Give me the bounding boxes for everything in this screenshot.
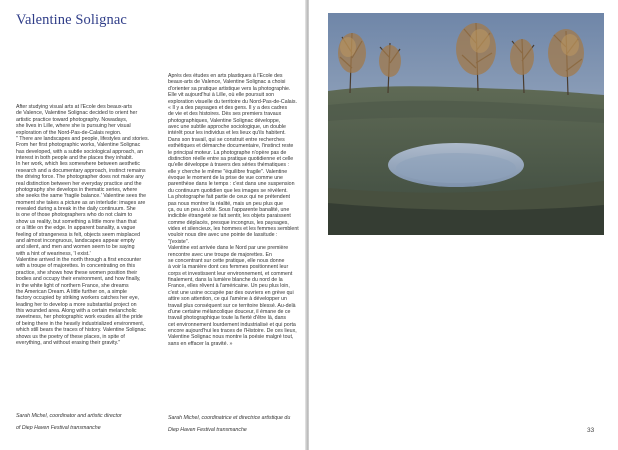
text-line: which still bears the traces of history. Valentine Solignac [16,327,146,334]
text-line: comme déplacés, presque incongrus, les paysages, [168,219,289,226]
text-line: La photographe fait partie de ceux qui ne prétendent [168,194,291,201]
text-line: beaux-arts de Valence, Valentine Solignac a choisi [168,79,286,86]
text-line: corps et investissent leur environnement, et comment [168,270,293,277]
text-line: real distinction between her everyday practice and the [16,180,142,187]
text-line: Dans son travail, qui se construit entre recherches [168,136,285,143]
text-line: travail plus conséquent sur ce territoire blessé. Au-delà [168,302,296,309]
text-line: se concentrant sur cette pratique, elle nous donne [168,257,285,264]
text-line: cet environnement lourdement industrialisé et qui porta [168,321,296,328]
text-line: this wounded area. Along with a certain melancholic [16,308,137,314]
text-line: attire son attention, ce qui l'amène à développer un [168,296,287,303]
text-line: de vie et des histoires. Dès ses premiers travaux [168,111,282,118]
text-line: du continuum quotidien que les images se révèlent. [168,187,288,194]
text-line: leading her to develop a more substantial project on [16,301,137,308]
text-line: vides et silencieux, les hommes et les femmes semblent [168,226,299,232]
text-line: the American Dream. A little further on, a simple [16,288,127,295]
text-line: artistic practice toward photography. Nowadays, [16,116,128,123]
text-line: évoque le moment de la prise de vue comme une [168,175,283,181]
text-line: France, elles rêvent à l'américaine. Un peu plus loin, [168,283,290,290]
text-line: moment she takes a picture as an interlude: images are [16,199,146,206]
text-line: the driving force. The photographer does not make any [16,174,144,181]
text-line: d'orienter sa pratique artistique vers la photographie. [168,85,291,92]
text-line: pas nous montrer la réalité, mais un peu plus que [168,200,283,207]
text-line: she seeks the same 'fragile balance.' Valentine sees the [16,193,147,200]
text-line: revealed during a break in the daily continuum. She [16,206,136,212]
text-line: research and a documentary approach, instinct remains [16,167,146,174]
text-line: Valentine Solignac nous montre la poésie malgré tout, [168,334,294,341]
text-line: shows us the poetry of these places, in spite of [16,333,125,340]
text-line: practice, she shows how these women position their [16,269,138,276]
text-line: with a hint of weariness, 'I exist.' [16,250,91,257]
text-line: finalement, dans la lumière blanche du nord de la [168,277,283,283]
text-line: From her first photographic works, Valentine Solignac [16,142,141,149]
english-signature [16,408,160,437]
text-line: encore aujourd'hui les traces de l'Histoire. De ces lieux, [168,328,297,334]
text-line: " There are landscapes and people, lifestyles and stories. [16,135,150,142]
text-line: esthétiques et démarche documentaire, l'instinct reste [168,143,294,150]
text-line: everything, and without erasing their gravity." [16,339,121,346]
text-line: parenthèse dans le temps : c'est dans une suspension [168,181,295,188]
text-line: or a little on the edge. In apparent banality, a vague [16,225,136,232]
french-signature [168,410,302,439]
text-line: factory occupied by striking workers catches her eye, [16,295,140,302]
text-line: rencontre avec une troupe de majorettes. En [168,251,272,258]
english-text-column [16,104,160,346]
text-line: sans en effacer la gravité. » [168,340,233,347]
text-line: intérêt pour les individus et les lieux qu'ils habitent. [168,130,286,137]
text-line: Valentine est arrivée dans le Nord par une première [168,245,289,252]
text-line: After studying visual arts at l'Ecole des beaux-arts [16,104,132,110]
text-line: Valentine arrived in the north through a first encounter [16,257,142,263]
text-line: exploration of the Nord-Pas-de-Calais region. [16,129,122,136]
french-text-column [168,73,302,347]
text-line: Après des études en arts plastiques à l'Ecole des [168,73,283,79]
text-line: bodies and occupy their environment, and how finally, [16,276,141,283]
text-line: travail photographique toute la fierté d'être là, dans [168,315,287,322]
text-line: elle y cherche le même "équilibre fragile". Valentine [168,168,288,175]
text-line: interest in both people and the places they inhabit. [16,155,134,161]
text-line: exploration visuelle du territoire du Nord-Pas-de-Calais. [168,98,297,105]
article-title: Valentine Solignac [16,12,127,28]
landscape-photograph [328,13,604,235]
text-line: « Il y a des paysages et des gens. Il y a des cadres [168,104,288,111]
text-line: vouloir nous dire avec une pointe de lassitude : [168,232,278,239]
text-line: and almost incongruous, landscapes appear empty [16,237,135,244]
text-line: Diep Haven Festival transmanche [168,427,247,433]
text-line: is one of those photographers who do not claim to [16,212,133,219]
text-line: has developed, with a subtle sociological approach, an [16,148,143,155]
page-number: 33 [587,427,595,434]
text-line: photographiques, Valentine Solignac développe, [168,117,281,124]
text-line: qu'elle développe à travers des séries thématiques : [168,162,289,169]
text-line: In her work, which lies somewhere between aesthetic [16,161,141,168]
text-line: indicible étrangeté se fait sentir, les objets paraissent [168,213,291,220]
text-line: show us reality, but something a little more than that [16,218,137,225]
text-line: of Diep Haven Festival transmanche [16,425,101,431]
text-line: à voir la manière dont ces femmes positionnent leur [168,264,289,271]
text-line: and silent, and men and women seem to be saying [16,244,135,251]
text-line: le principal moteur. La photographe n'opère pas de [168,149,287,156]
text-line: sweetness, her photographic work exudes all the pride [16,314,143,321]
text-line: feeling of strangeness is felt, objects seem misplaced [16,231,141,238]
text-line: de Valence, Valentine Solignac decided to orient her [16,110,138,117]
text-line: Sarah Michel, coordinator and artistic director [16,413,122,420]
text-line: with a troupe of majorettes. In concentrating on this [16,263,136,270]
text-line: "j'existe". [168,238,190,245]
text-line: in the white light of northern France, she dreams [16,282,129,289]
text-line: she lives in Lille, where she is pursuing her visual [16,123,131,130]
text-line: distinction réelle entre sa pratique quotidienne et celle [168,155,294,162]
text-line: Elle vit aujourd'hui à Lille, où elle poursuit son [168,92,275,99]
text-line: c'est une usine occupée par des ouvriers en grève qui [168,289,294,296]
text-line: avec une subtile approche sociologique, un double [168,124,286,130]
text-line: of being there in the heavily industrialized environment, [16,320,145,327]
text-line: ça, ou un peu à côté. Sous l'apparente banalité, une [168,206,290,213]
text-line: d'une certaine mélancolique douceur, il émane de ce [168,308,291,315]
text-line: Sarah Michel, coordinatrice et directrice artistique du [168,415,291,422]
text-line: photography she develops in thematic series, where [16,186,138,193]
left-page [0,0,306,450]
